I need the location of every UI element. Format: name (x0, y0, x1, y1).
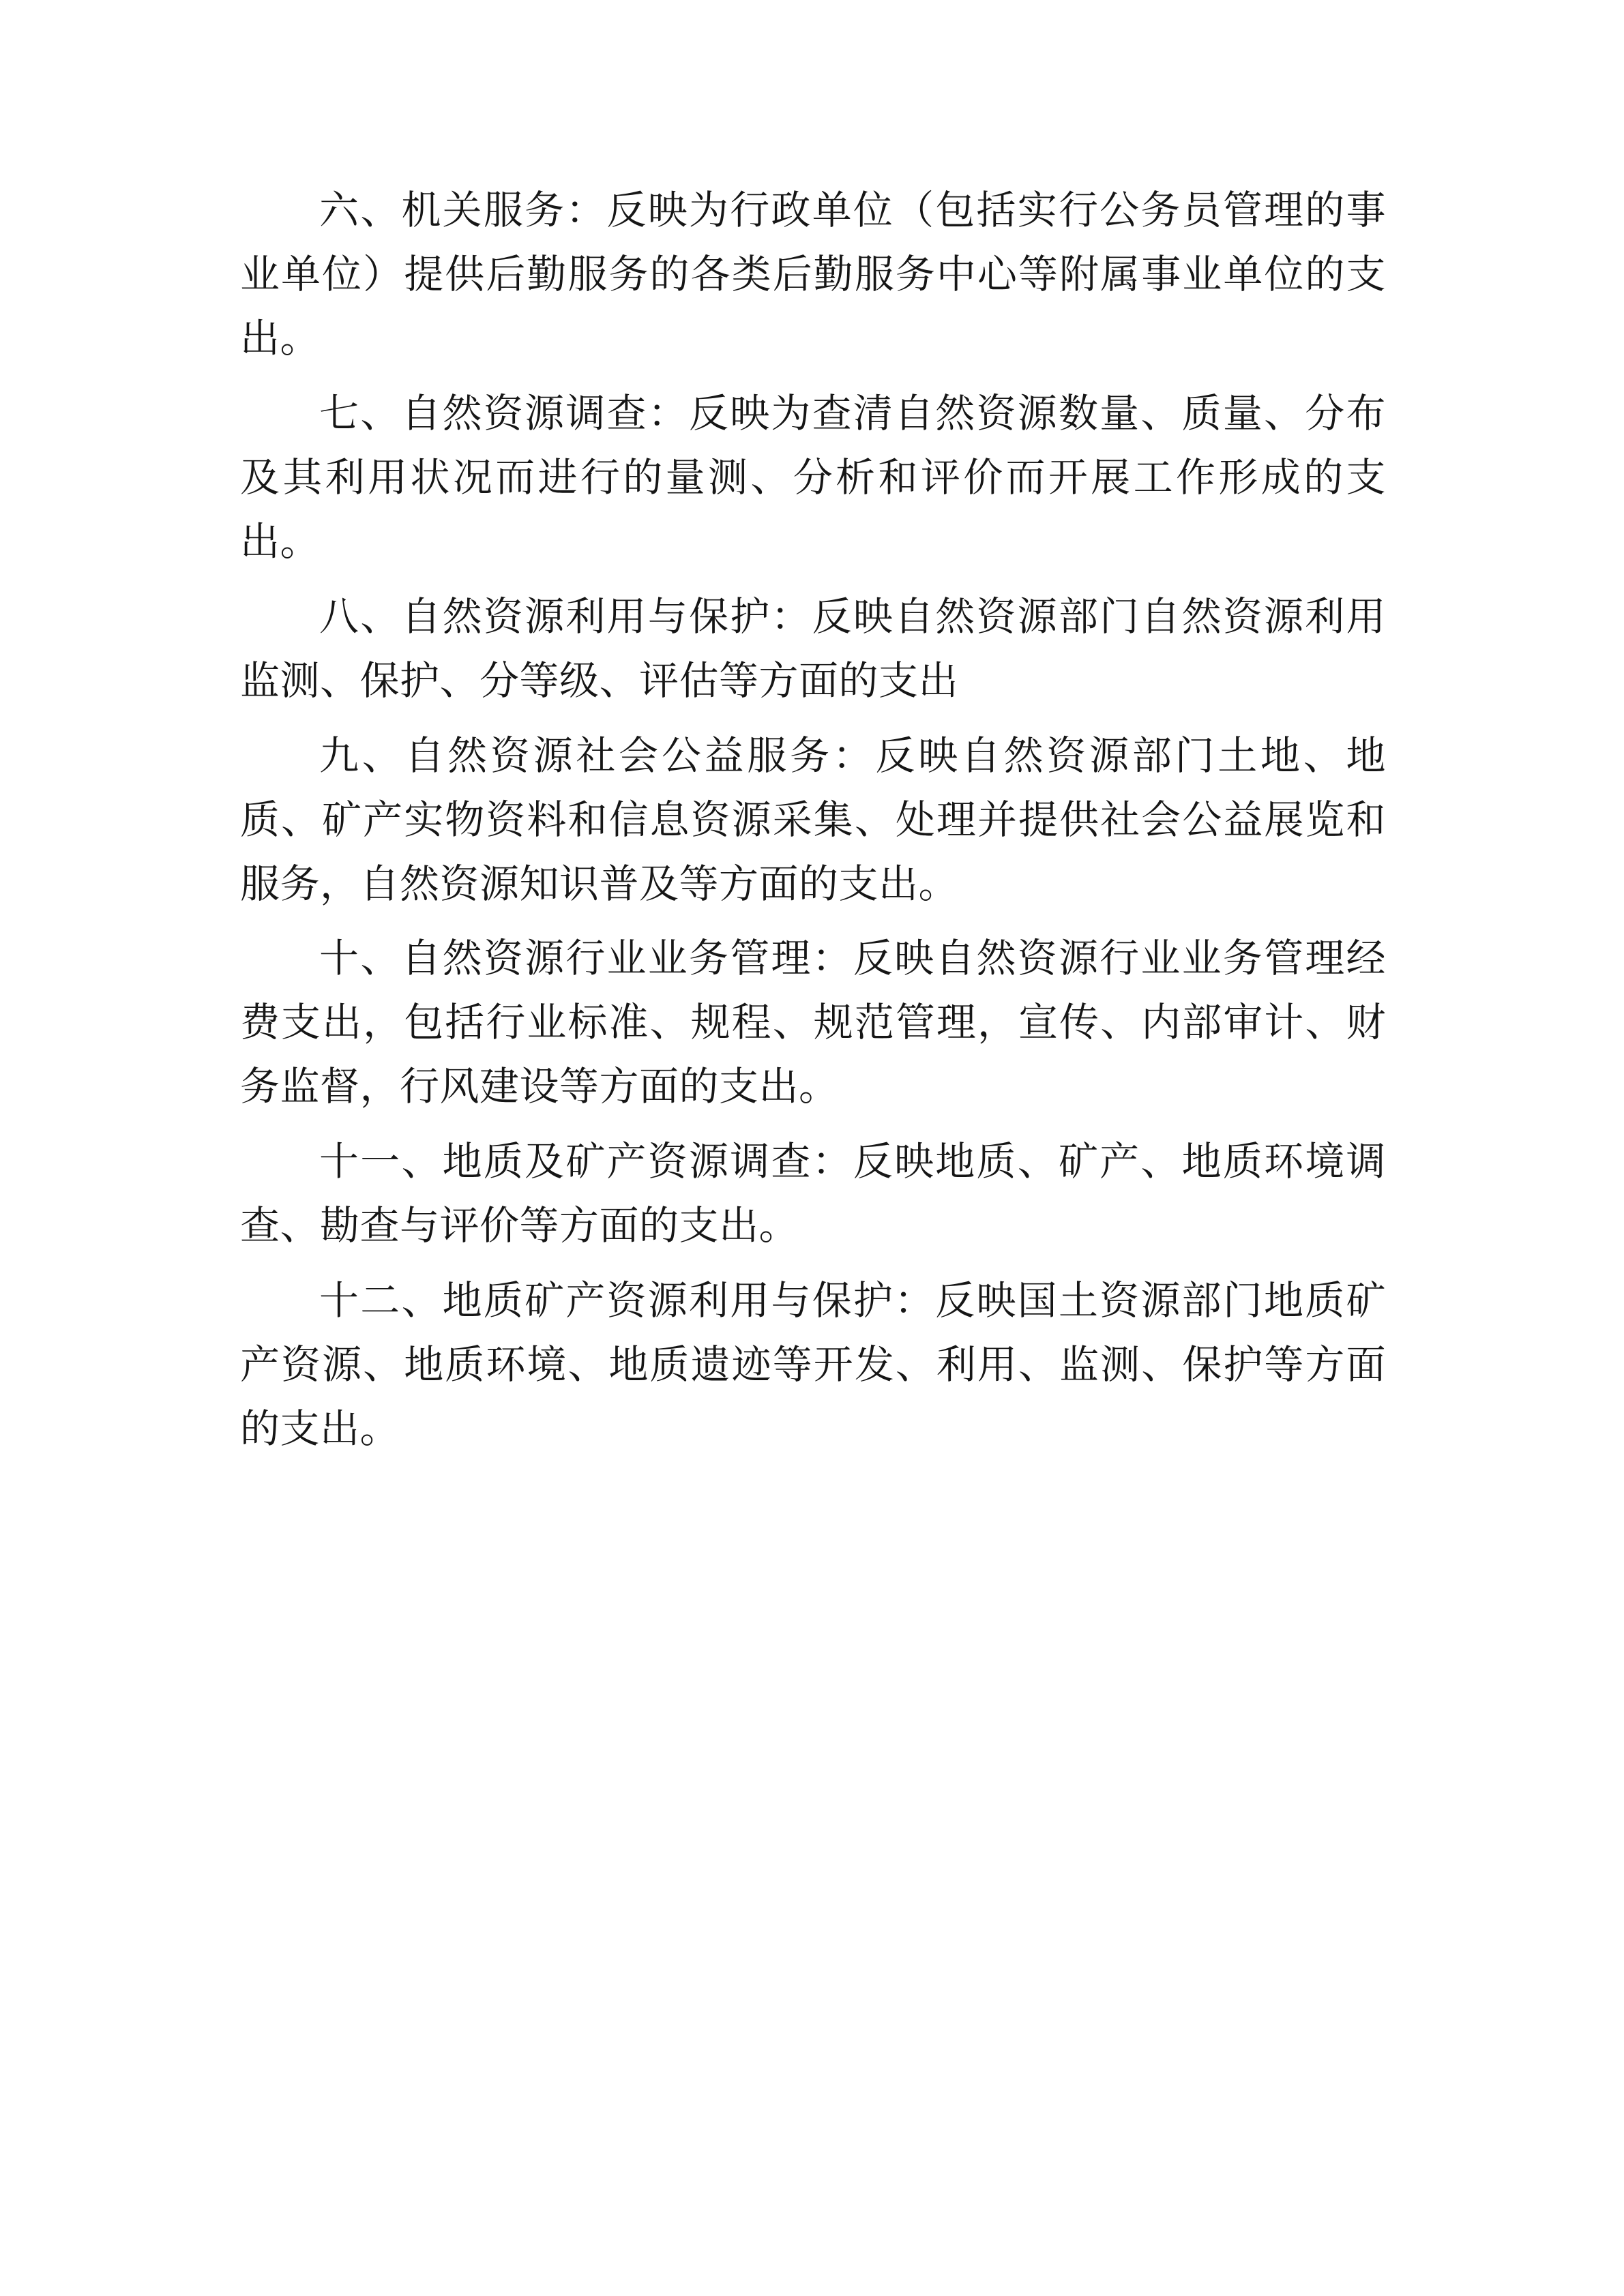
paragraph-item: 七、自然资源调查：反映为查清自然资源数量、质量、分布及其利用状况而进行的量测、分析和评价而开展工作形成的支出。 (240, 389, 1386, 565)
paragraph-item: 六、机关服务：反映为行政单位（包括实行公务员管理的事业单位）提供后勤服务的各类后勤服务中心等附属事业单位的支出。 (240, 187, 1386, 361)
paragraph-item: 十二、地质矿产资源利用与保护：反映国土资源部门地质矿产资源、地质环境、地质遗迹等开发、利用、监测、保护等方面的支出。 (240, 1277, 1386, 1452)
paragraph-item: 十一、地质及矿产资源调查：反映地质、矿产、地质环境调查、勘查与评价等方面的支出。 (240, 1138, 1386, 1249)
paragraph-item: 八、自然资源利用与保护：反映自然资源部门自然资源利用监测、保护、分等级、评估等方面的支出 (240, 593, 1386, 704)
paragraph-item: 十、自然资源行业业务管理：反映自然资源行业业务管理经费支出，包括行业标准、规程、规范管理，宣传、内部审计、财务监督，行风建设等方面的支出。 (240, 935, 1386, 1110)
document-body (240, 179, 1386, 1472)
paragraph-item: 九、自然资源社会公益服务：反映自然资源部门土地、地质、矿产实物资料和信息资源采集、处理并提供社会公益展览和服务，自然资源知识普及等方面的支出。 (240, 732, 1386, 907)
